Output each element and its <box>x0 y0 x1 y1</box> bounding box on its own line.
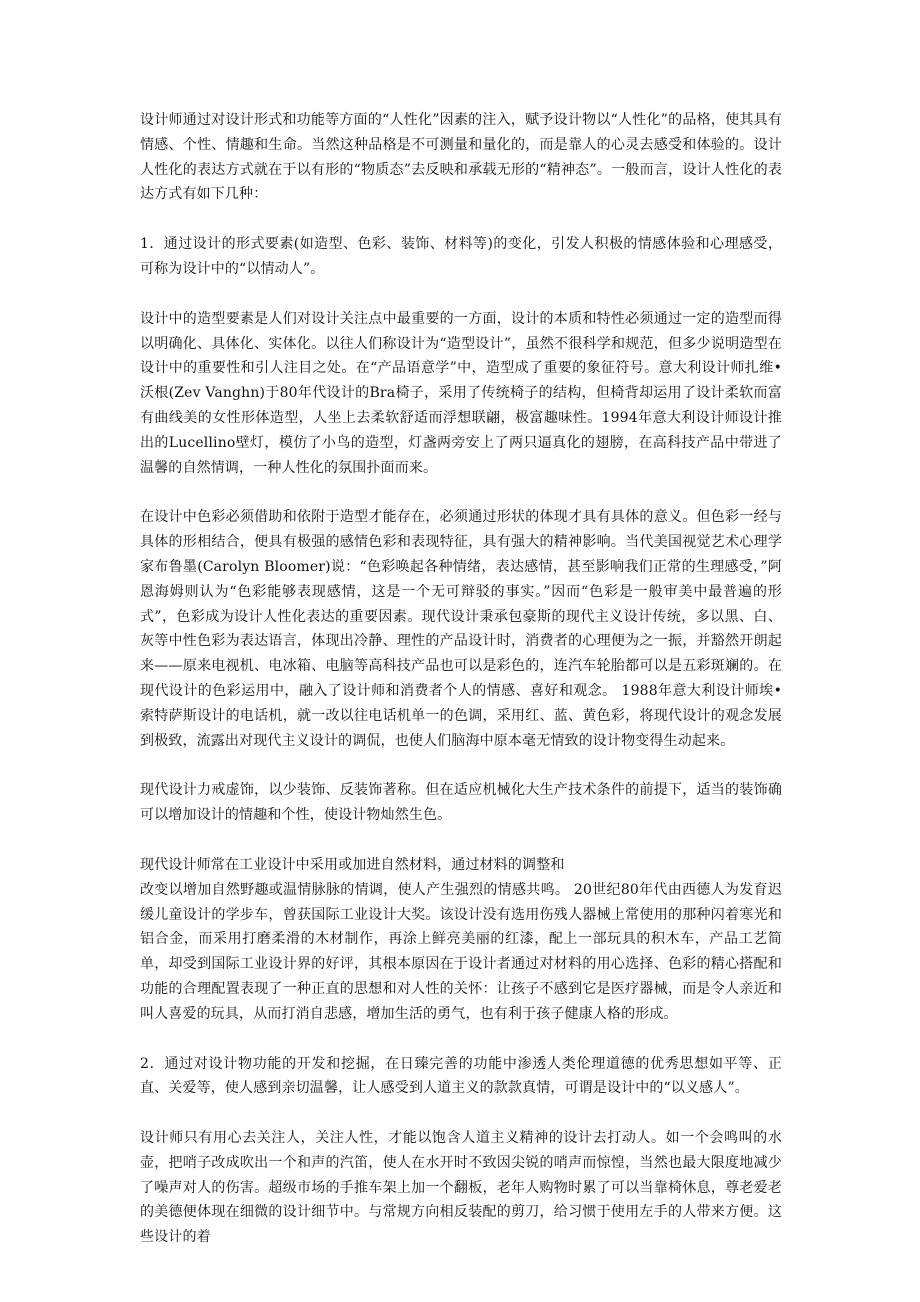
paragraph-function: 设计师只有用心去关注人，关注人性，才能以饱含人道主义精神的设计去打动人。如一个会鸣叫的水壶，把哨子改成吹出一个和声的汽笛，使人在水开时不致因尖锐的哨声而惊惶，当然也最大限度地减少了噪声对人的伤害。超级市场的手推车架上加一个翻板，老年人购物时累了可以当靠椅休息，尊老爱老的美德便体现在细微的设计细节中。与常规方向相反装配的剪刀，给习惯于使用左手的人带来方便。这些设计的着 <box>140 1130 782 1246</box>
document-body <box>140 108 782 1275</box>
paragraph-point-2-heading: 2．通过对设计物功能的开发和挖掘，在日臻完善的功能中渗透人类伦理道德的优秀思想如平等、正直、关爱等，使人感到亲切温馨，让人感受到人道主义的款款真情，可谓是设计中的“以义感人”。 <box>140 1055 782 1097</box>
paragraph-intro: 设计师通过对设计形式和功能等方面的“人性化”因素的注入，赋予设计物以“人性化”的品格，使其具有情感、个性、情趣和生命。当然这种品格是不可测量和量化的，而是靠人的心灵去感受和体验的。设计人性化的表达方式就在于以有形的“物质态”去反映和承载无形的“精神态”。一般而言，设计人性化的表达方式有如下几种： <box>140 112 782 203</box>
paragraph-form: 设计中的造型要素是人们对设计关注点中最重要的一方面，设计的本质和特性必须通过一定的造型而得以明确化、具体化、实体化。以往人们称设计为“造型设计”，虽然不很科学和规范，但多少说明造型在设计中的重要性和引人注目之处。在“产品语意学”中，造型成了重要的象征符号。意大利设计师扎维•沃根(Zev Vanghn)于80年代设计的Bra椅子，采用了传统椅子的结构，但椅背却运用了设计柔软而富有曲线美的女性形体造型，人坐上去柔软舒适而浮想联翩，极富趣味性。1994年意大利设计师设计推出的Lucellino壁灯，模仿了小鸟的造型，灯盏两旁安上了两只逼真化的翅膀，在高科技产品中带进了温馨的自然情调，一种人性化的氛围扑面而来。 <box>140 310 782 476</box>
paragraph-material-line: 现代设计师常在工业设计中采用或加进自然材料，通过材料的调整和 <box>140 856 565 873</box>
paragraph-decoration: 现代设计力戒虚饰，以少装饰、反装饰著称。但在适应机械化大生产技术条件的前提下，适当的装饰确可以增加设计的情趣和个性，使设计物灿然生色。 <box>140 782 782 824</box>
paragraph-material: 改变以增加自然野趣或温情脉脉的情调，使人产生强烈的情感共鸣。 20世纪80年代由西德人为发育迟缓儿童设计的学步车，曾获国际工业设计大奖。该设计没有选用伤残人器械上常使用的那种闪着寒光和铝合金，而采用打磨柔滑的木材制作，再涂上鲜亮美丽的红漆，配上一部玩具的积木车，产品工艺简单，却受到国际工业设计界的好评，其根本原因在于设计者通过对材料的用心选择、色彩的精心搭配和功能的合理配置表现了一种正直的思想和对人性的关怀：让孩子不感到它是医疗器械，而是令人亲近和叫人喜爱的玩具，从而打消自悲感，增加生活的勇气，也有利于孩子健康人格的形成。 <box>140 881 782 1022</box>
paragraph-point-1-heading: 1．通过设计的形式要素(如造型、色彩、装饰、材料等)的变化，引发人积极的情感体验和心理感受，可称为设计中的“以情动人”。 <box>140 236 782 277</box>
paragraph-color: 在设计中色彩必须借助和依附于造型才能存在，必须通过形状的体现才具有具体的意义。但色彩一经与具体的形相结合，便具有极强的感情色彩和表现特征，具有强大的精神影响。当代美国视觉艺术心理学家布鲁墨(Carolyn Bloomer)说：“色彩唤起各种情绪，表达感情，甚至影响我们正常的生理感受，”阿恩海姆则认为“色彩能够表现感情，这是一个无可辩驳的事实。”因而“色彩是一般审美中最普遍的形式”，色彩成为设计人性化表达的重要因素。现代设计秉承包豪斯的现代主义设计传统，多以黑、白、灰等中性色彩为表达语言，体现出冷静、理性的产品设计时，消费者的心理便为之一振，并豁然开朗起来——原来电视机、电冰箱、电脑等高科技产品也可以是彩色的，连汽车轮胎都可以是五彩斑斓的。在现代设计的色彩运用中，融入了设计师和消费者个人的情感、喜好和观念。 1988年意大利设计师埃•索特萨斯设计的电话机，就一改以往电话机单一的色调，采用红、蓝、黄色彩，将现代设计的观念发展到极致，流露出对现代主义设计的调侃，也使人们脑海中原本毫无情致的设计物变得生动起来。 <box>140 509 782 749</box>
